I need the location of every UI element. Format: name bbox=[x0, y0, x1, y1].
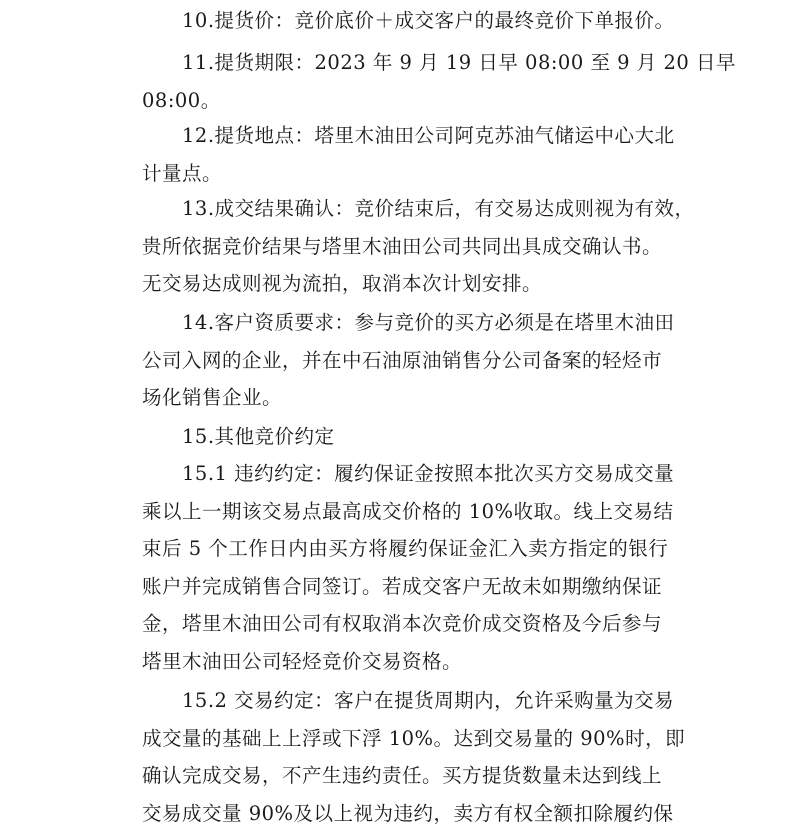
paragraph-item-14 bbox=[142, 304, 675, 417]
text-line: 贵所依据竞价结果与塔里木油田公司共同出具成交确认书。 bbox=[142, 234, 663, 258]
text-line: 11.提货期限：2023 年 9 月 19 日早 08:00 至 9 月 20 日早 bbox=[182, 51, 736, 74]
text-line: 账户并完成销售合同签订。若成交客户无故未如期缴纳保证 bbox=[142, 574, 663, 598]
text-line: 13.成交结果确认：竞价结束后，有交易达成则视为有效， bbox=[182, 197, 695, 220]
paragraph-item-10 bbox=[142, 2, 675, 40]
text-line: 成交量的基础上上浮或下浮 10%。达到交易量的 90%时，即 bbox=[142, 726, 686, 750]
text-line: 12.提货地点：塔里木油田公司阿克苏油气储运中心大北 bbox=[182, 124, 675, 147]
text-line: 确认完成交易，不产生违约责任。买方提货数量未达到线上 bbox=[142, 764, 663, 787]
paragraph-item-15 bbox=[142, 418, 647, 456]
text-line: 塔里木油田公司轻烃竞价交易资格。 bbox=[142, 649, 463, 673]
text-line: 交易成交量 90%及以上视为违约，卖方有权全额扣除履约保 bbox=[142, 801, 674, 825]
text-line: 08:00。 bbox=[142, 88, 221, 112]
text-line: 计量点。 bbox=[142, 161, 223, 185]
paragraph-item-12 bbox=[142, 117, 675, 192]
text-line: 无交易达成则视为流拍，取消本次计划安排。 bbox=[142, 272, 543, 295]
paragraph-item-11 bbox=[142, 44, 736, 119]
paragraph-item-13 bbox=[142, 190, 695, 303]
text-line: 束后 5 个工作日内由买方将履约保证金汇入卖方指定的银行 bbox=[142, 537, 669, 560]
paragraph-item-15-2 bbox=[142, 682, 686, 832]
text-line: 金，塔里木油田公司有权取消本次竞价成交资格及今后参与 bbox=[142, 612, 663, 635]
paragraph-item-15-1 bbox=[142, 455, 675, 680]
text-line: 14.客户资质要求：参与竞价的买方必须是在塔里木油田 bbox=[182, 311, 675, 334]
text-line: 公司入网的企业，并在中石油原油销售分公司备案的轻烃市 bbox=[142, 348, 663, 372]
text-line: 乘以上一期该交易点最高成交价格的 10%收取。线上交易结 bbox=[142, 499, 674, 523]
text-line: 15.其他竞价约定 bbox=[182, 425, 335, 448]
text-line: 10.提货价：竞价底价＋成交客户的最终竞价下单报价。 bbox=[182, 9, 675, 32]
text-line: 15.2 交易约定：客户在提货周期内，允许采购量为交易 bbox=[182, 689, 675, 712]
text-line: 场化销售企业。 bbox=[142, 386, 283, 409]
text-line: 15.1 违约约定：履约保证金按照本批次买方交易成交量 bbox=[182, 462, 675, 485]
